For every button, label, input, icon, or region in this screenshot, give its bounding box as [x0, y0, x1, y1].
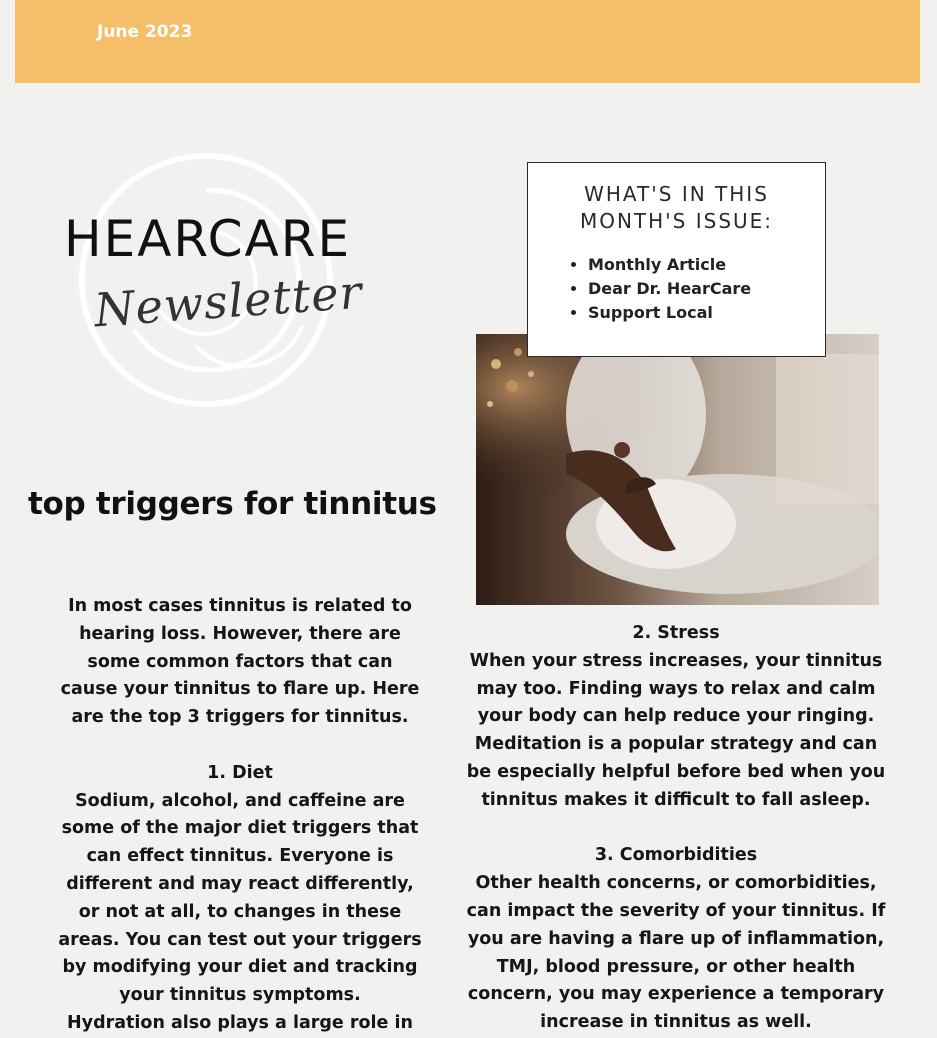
contents-heading — [528, 181, 825, 235]
contents-item-dear-dr-hearcare: • Dear Dr. HearCare — [588, 277, 751, 301]
contents-item-monthly-article: • Monthly Article — [588, 253, 751, 277]
text-line: or not at all, to changes in these — [78, 901, 402, 922]
text-line: Sodium, alcohol, and caffeine are — [75, 790, 405, 811]
text-line: Hydration also plays a large role in — [67, 1012, 413, 1033]
text-line: you are having a flare up of inflammation, — [467, 928, 885, 949]
logo-title: HEARCARE — [64, 210, 352, 268]
contents-heading-line-1: WHAT'S IN THIS — [584, 182, 769, 206]
text-line: When your stress increases, your tinnitus — [469, 650, 883, 671]
newsletter-logo — [60, 150, 400, 410]
section-heading-diet: 1. Diet — [207, 762, 273, 783]
text-line: some of the major diet triggers that — [61, 818, 419, 839]
meditation-photo — [476, 334, 879, 605]
article-headline: top triggers for tinnitus — [28, 486, 437, 522]
issue-date: June 2023 — [97, 22, 193, 42]
meditation-photo-illustration — [476, 334, 879, 605]
text-line: by modifying your diet and tracking — [62, 957, 418, 978]
text-line: be especially helpful before bed when you — [466, 761, 886, 782]
text-line: increase in tinnitus as well. — [540, 1012, 812, 1033]
text-line: In most cases tinnitus is related to — [68, 596, 412, 616]
contents-list — [568, 253, 751, 325]
article-left-column — [35, 593, 445, 1038]
text-line: your body can help reduce your ringing. — [477, 706, 875, 727]
header-band — [15, 0, 920, 83]
text-line: may too. Finding ways to relax and calm — [476, 678, 876, 699]
text-line: Meditation is a popular strategy and can — [474, 734, 878, 755]
text-line: some common factors that can — [87, 651, 393, 672]
text-line: Other health concerns, or comorbidities, — [475, 873, 877, 894]
contents-box — [527, 162, 826, 357]
contents-item-support-local: • Support Local — [588, 301, 751, 325]
text-line: cause your tinnitus to flare up. Here — [60, 679, 420, 700]
section-heading-comorbidities: 3. Comorbidities — [594, 845, 758, 866]
text-line: your tinnitus symptoms. — [119, 985, 361, 1006]
article-right-column — [451, 620, 901, 1037]
text-line: hearing loss. However, there are — [79, 623, 401, 644]
section-heading-stress: 2. Stress — [632, 623, 720, 643]
text-line: different and may react differently, — [66, 873, 414, 894]
logo-script: Newsletter — [92, 264, 365, 338]
text-line: concern, you may experience a temporary — [467, 984, 885, 1005]
text-line: areas. You can test out your triggers — [58, 929, 422, 950]
text-line: are the top 3 triggers for tinnitus. — [71, 707, 409, 728]
text-line: TMJ, blood pressure, or other health — [496, 956, 856, 977]
contents-heading-line-2: MONTH'S ISSUE: — [579, 209, 774, 233]
text-line: tinnitus makes it difficult to fall asleep. — [481, 789, 871, 810]
text-line: can effect tinnitus. Everyone is — [86, 846, 394, 867]
text-line: can impact the severity of your tinnitus. If — [466, 900, 886, 921]
